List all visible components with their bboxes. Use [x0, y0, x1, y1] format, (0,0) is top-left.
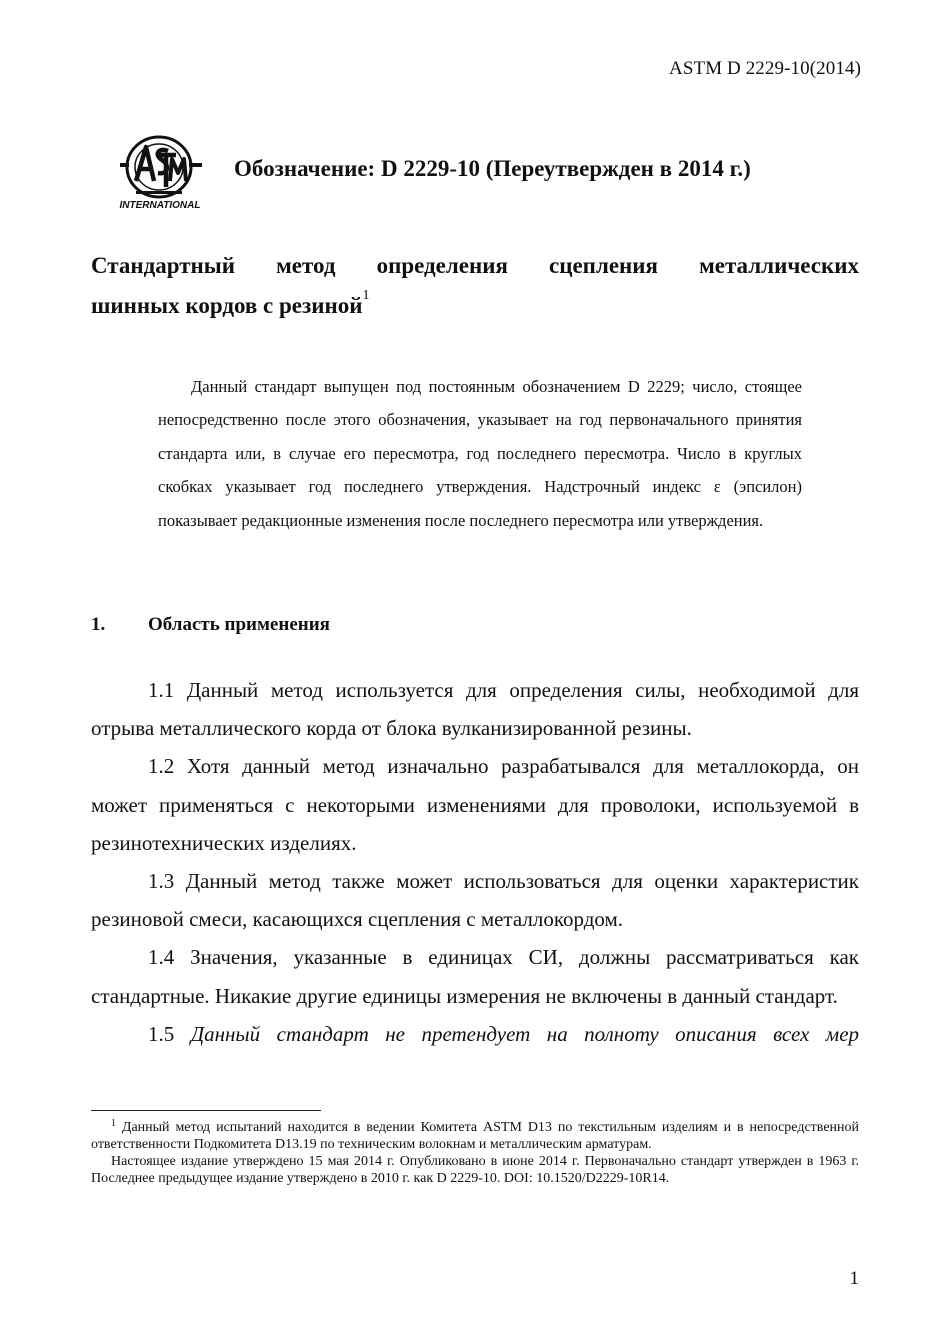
- section-heading-scope: [91, 614, 330, 636]
- paragraph-1-5-number: 1.5: [148, 1021, 175, 1046]
- footnote-divider: [91, 1110, 321, 1111]
- page-header-standard-id: ASTM D 2229-10(2014): [669, 58, 861, 79]
- title-line-1: Стандартный метод определения сцепления металлических: [91, 253, 859, 278]
- footnote-1: [91, 1119, 859, 1153]
- astm-international-logo: [116, 133, 206, 211]
- standard-issuance-notice: Данный стандарт выпущен под постоянным обозначением D 2229; число, стоящее непосредственно после этого обозначения, указывает на год первоначального принятия стандарта или, в случае его пересмотра, год последнего пересмотра. Число в круглых скобках указывает год последнего утверждения. Надстрочный индекс ε (эпсилон) показывает редакционные изменения после последнего пересмотра или утверждения.: [158, 377, 802, 530]
- standard-designation: Обозначение: D 2229-10 (Переутвержден в 2014 г.): [234, 156, 751, 181]
- title-footnote-ref[interactable]: 1: [362, 288, 370, 303]
- paragraph-1-2: 1.2 Хотя данный метод изначально разрабатывался для металлокорда, он может применяться с некоторыми изменениями для проволоки, используемой в резинотехнических изделиях.: [91, 754, 859, 855]
- section-title: Область применения: [148, 614, 330, 635]
- page-number: 1: [849, 1268, 859, 1289]
- footnote-marker: 1: [111, 1118, 116, 1129]
- footnote-edition: Настоящее издание утверждено 15 мая 2014 г. Опубликовано в июне 2014 г. Первоначально стандарт утвержден в 1963 г. Последнее предыдущее издание утверждено в 2010 г. как D 2229-10. DOI: 10.1520/D2229-10R14.: [91, 1154, 859, 1186]
- footnote-1-text: Данный метод испытаний находится в ведении Комитета ASTM D13 по текстильным изделиям и в непосредственной ответственности Подкомитета D13.19 по техническим волокнам и металлическим арматурам.: [91, 1120, 860, 1152]
- paragraph-1-5-text: Данный стандарт не претендует на полноту описания всех мер: [190, 1021, 860, 1046]
- document-title: [91, 246, 859, 326]
- title-line-2: шинных кордов с резиной: [91, 293, 363, 318]
- paragraph-1-4: 1.4 Значения, указанные в единицах СИ, должны рассматриваться как стандартные. Никакие другие единицы измерения не включены в данный стандарт.: [91, 945, 859, 1008]
- paragraph-1-5: [91, 1015, 859, 1053]
- logo-caption: INTERNATIONAL: [119, 200, 201, 211]
- footnotes: [91, 1119, 859, 1187]
- paragraph-1-3: 1.3 Данный метод также может использоваться для оценки характеристик резиновой смеси, касающихся сцепления с металлокордом.: [91, 869, 859, 932]
- section-number: 1.: [91, 614, 106, 635]
- paragraph-1-1: 1.1 Данный метод используется для определения силы, необходимой для отрыва металлического корда от блока вулканизированной резины.: [91, 678, 859, 741]
- scope-body: [91, 671, 859, 1053]
